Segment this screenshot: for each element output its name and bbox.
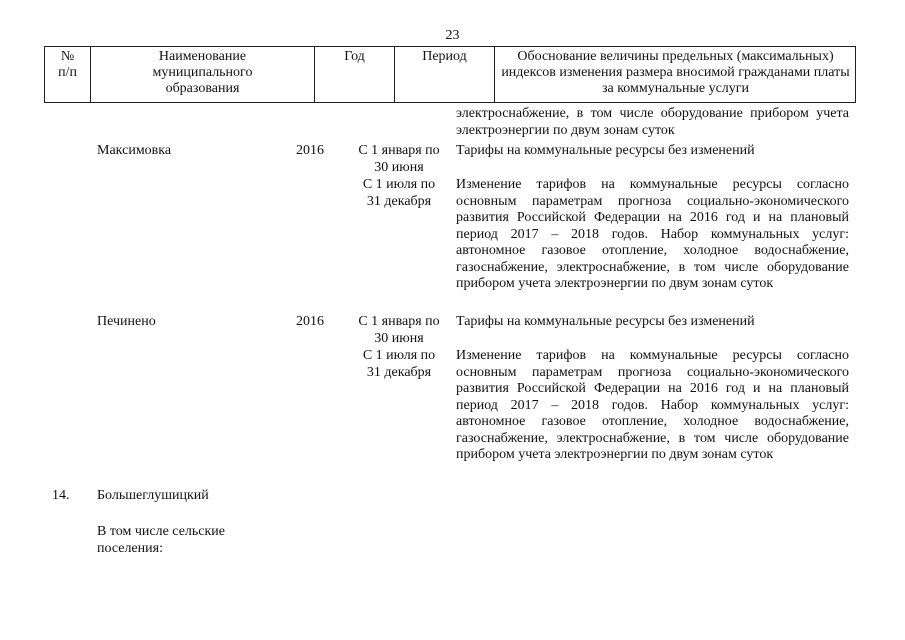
entry-basis-second: Изменение тарифов на коммунальные ресурсы согласно основным параметрам прогноза социально-экономического развития Российской Федерации на 2016 год и на плановый период 2017 – 2018 годов. Набор коммунальных услуг: автономное газовое отопление, холодное водоснабжение, газоснабжение, электроснабжение, в том числе оборудование прибором учета электроэнергии по двум зонам суток [456, 177, 849, 291]
entry-year: 2016 [296, 314, 324, 329]
table-header [44, 46, 856, 103]
entry-basis-second: Изменение тарифов на коммунальные ресурсы согласно основным параметрам прогноза социально-экономического развития Российской Федерации на 2016 год и на плановый период 2017 – 2018 годов. Набор коммунальных услуг: автономное газовое отопление, холодное водоснабжение, газоснабжение, электроснабжение, в том числе оборудование прибором учета электроэнергии по двум зонам суток [456, 348, 849, 462]
page-number: 23 [445, 28, 460, 43]
entry-period-second: С 1 июля по 31 декабря [362, 348, 436, 380]
section-number: 14. [52, 488, 70, 503]
entry-name: Печинено [97, 314, 156, 329]
section-name: Большеглушицкий [97, 488, 209, 503]
entry-period-second: С 1 июля по 31 декабря [362, 177, 436, 209]
entry-period-first: С 1 января по 30 июня [358, 314, 440, 346]
header-period: Период [395, 47, 495, 102]
header-number: № п/п [45, 47, 91, 102]
header-basis: Обоснование величины предельных (максимальных) индексов изменения размера вносимой гражданами платы за коммунальные услуги [501, 49, 850, 96]
entry-name: Максимовка [97, 143, 172, 158]
header-municipality: Наименование муниципального образования [91, 47, 315, 102]
section-subtitle: В том числе сельские поселения: [97, 524, 226, 556]
entry-year: 2016 [296, 143, 324, 158]
entry-basis-first: Тарифы на коммунальные ресурсы без изменений [456, 143, 755, 158]
entry-basis-first: Тарифы на коммунальные ресурсы без изменений [456, 314, 755, 329]
carryover-text: электроснабжение, в том числе оборудование прибором учета электроэнергии по двум зонам суток [456, 106, 849, 138]
entry-period-first: С 1 января по 30 июня [358, 143, 440, 175]
header-year: Год [315, 47, 395, 102]
